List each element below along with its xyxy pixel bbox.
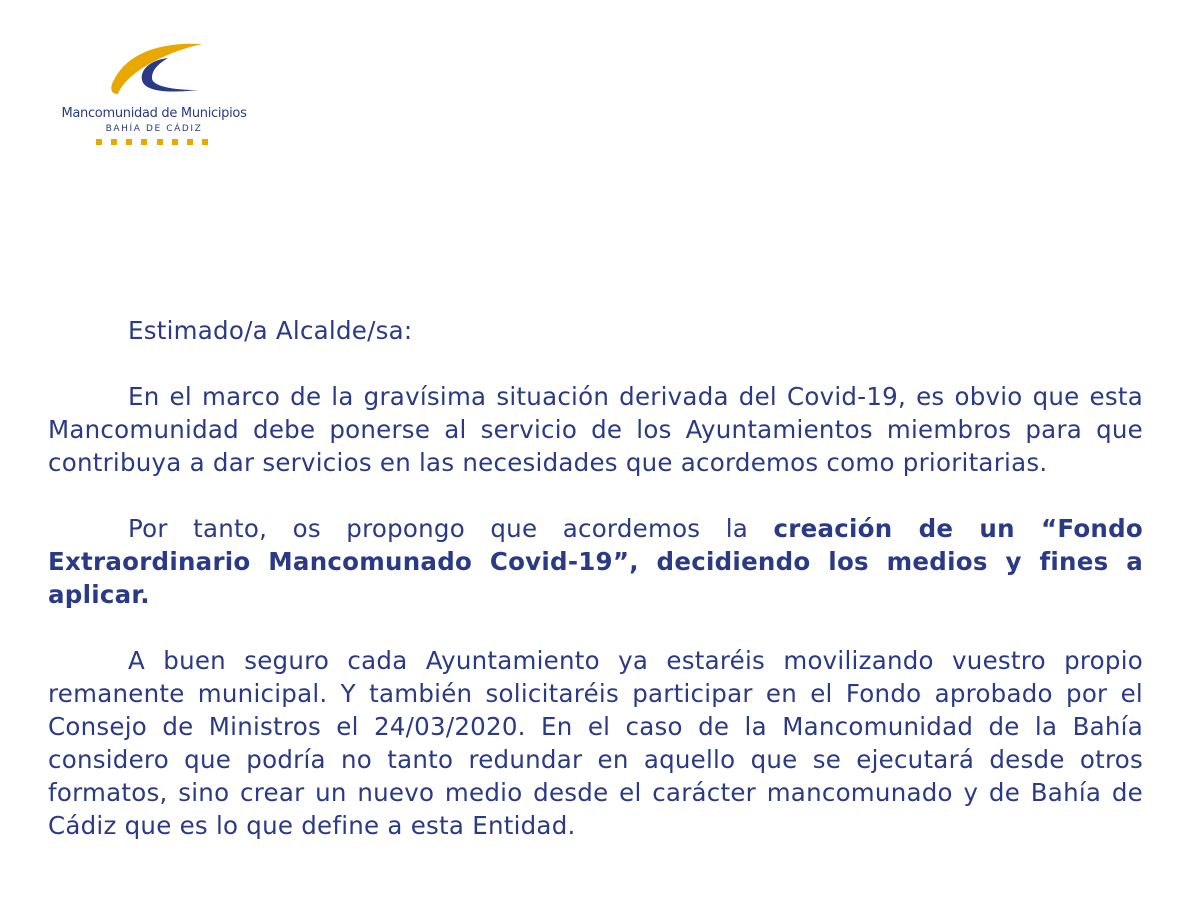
- logo-dot: [172, 139, 178, 145]
- logo-dot: [111, 139, 117, 145]
- logo-dot: [126, 139, 132, 145]
- logo-org-name: Mancomunidad de Municipios: [61, 106, 247, 121]
- logo-dots: [96, 139, 208, 145]
- letter-greeting: Estimado/a Alcalde/sa:: [128, 316, 413, 345]
- logo-dot: [187, 139, 193, 145]
- paragraph-2-intro: Por tanto, os propongo que acordemos la: [128, 514, 774, 543]
- letter-paragraph-3: A buen seguro cada Ayuntamiento ya estaréis movilizando vuestro propio remanente municipal. Y también solicitaréis participar en el Fondo aprobado por el Consejo de Ministros el 24/03/2020. En el caso de la Mancomunidad de la Bahía considero que podría no tanto redundar en aquello que se ejecutará desde otros formatos, sino crear un nuevo medio desde el carácter mancomunado y de Bahía de Cádiz que es lo que define a esta Entidad.: [48, 646, 1143, 840]
- logo-dot: [141, 139, 147, 145]
- logo-dot: [157, 139, 163, 145]
- letter-paragraph-1: En el marco de la gravísima situación derivada del Covid-19, es obvio que esta Mancomunidad debe ponerse al servicio de los Ayuntamientos miembros para que contribuya a dar servicios en las necesidades que acordemos como prioritarias.: [48, 382, 1143, 477]
- logo-dot: [202, 139, 208, 145]
- logo-emblem-icon: [106, 40, 206, 102]
- logo-sub-name: BAHÍA DE CÁDIZ: [105, 124, 203, 134]
- letter-paragraph-2: [48, 512, 1143, 611]
- logo-dot: [96, 139, 102, 145]
- paragraph-2-emphasis: creación de un “Fondo Extraordinario Mancomunado Covid-19”, decidiendo los medios y fines a aplicar.: [48, 514, 1143, 609]
- letter-body: [48, 314, 1143, 875]
- organization-logo: [44, 40, 264, 150]
